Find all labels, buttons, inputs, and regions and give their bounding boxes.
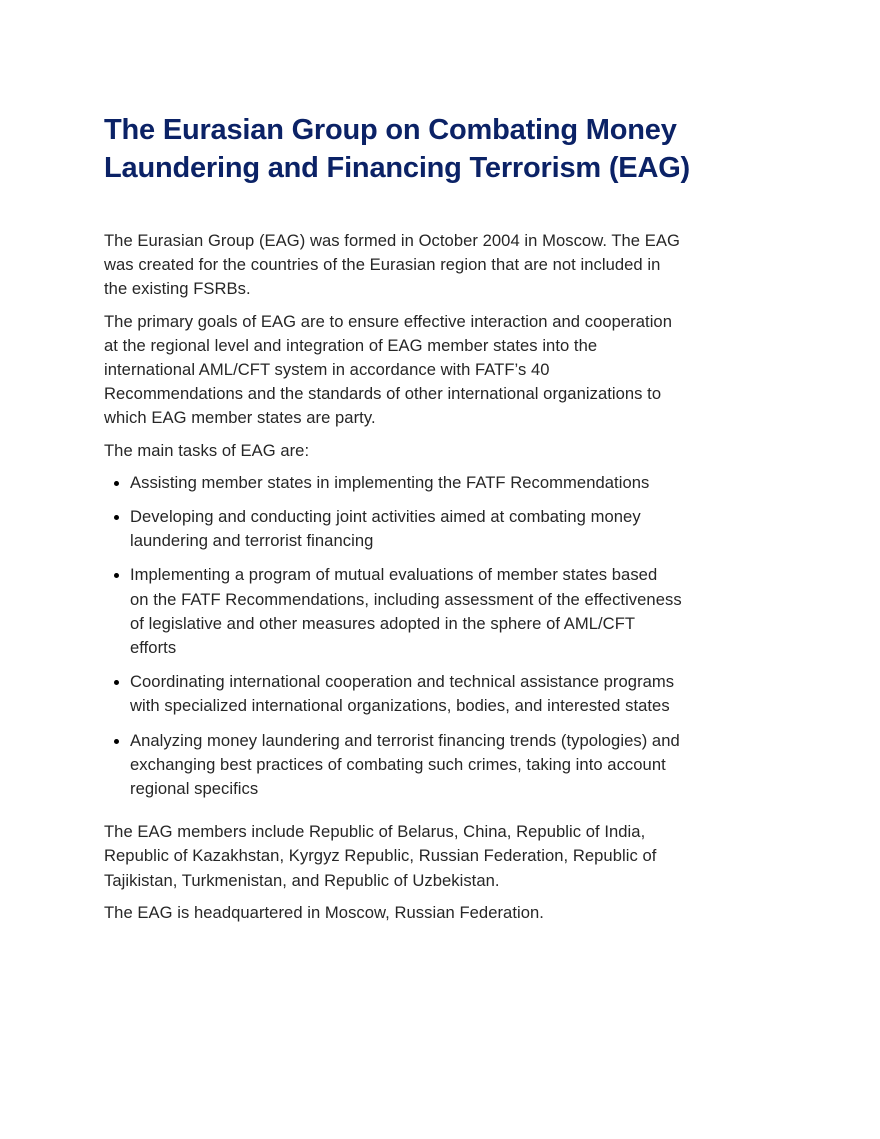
text-line: The EAG members include Republic of Belarus, China, Republic of India, [104,822,646,842]
text-line: The EAG is headquartered in Moscow, Russian Federation. [104,902,544,922]
paragraph [104,310,764,431]
text-line: international AML/CFT system in accordance with FATF’s 40 [104,360,550,380]
bullet-icon [114,515,119,520]
list-item [104,471,764,495]
list-item [104,670,764,718]
paragraph [104,901,764,925]
list-item [104,729,764,802]
text-line: The main tasks of EAG are: [104,440,310,460]
text-line: efforts [130,638,177,658]
list-item [104,563,764,660]
bullet-icon [114,680,119,685]
paragraph [104,229,764,302]
text-line: on the FATF Recommendations, including assessment of the effectiveness [130,589,682,609]
text-line: exchanging best practices of combating such crimes, taking into account [130,754,666,774]
text-line: Implementing a program of mutual evaluations of member states based [130,565,658,585]
list-item [104,505,764,553]
document-body [104,229,764,925]
text-line: The primary goals of EAG are to ensure effective interaction and cooperation [104,311,672,331]
paragraph [104,439,764,463]
text-line: Analyzing money laundering and terrorist financing trends (typologies) and [130,730,680,750]
bullet-icon [114,573,119,578]
text-line: The Eurasian Group (EAG) was formed in October 2004 in Moscow. The EAG [104,231,680,250]
text-line: laundering and terrorist financing [130,531,374,551]
page-title [104,111,764,187]
title-line: The Eurasian Group on Combating Money [104,114,677,146]
text-line: Coordinating international cooperation and technical assistance programs [130,672,675,692]
closing-paragraphs [104,820,764,925]
text-line: at the regional level and integration of EAG member states into the [104,335,598,355]
text-line: Republic of Kazakhstan, Kyrgyz Republic, Russian Federation, Republic of [104,846,657,866]
text-line: which EAG member states are party. [104,408,376,428]
text-line: the existing FSRBs. [104,279,251,299]
text-line: Developing and conducting joint activities aimed at combating money [130,507,641,527]
intro-paragraphs [104,229,764,463]
bullet-icon [114,481,119,486]
text-line: of legislative and other measures adopted in the sphere of AML/CFT [130,613,636,633]
document-page [104,111,764,933]
text-line: Tajikistan, Turkmenistan, and Republic of Uzbekistan. [104,870,500,890]
text-line: with specialized international organizations, bodies, and interested states [130,696,670,716]
main-tasks-list [104,471,764,801]
text-line: Recommendations and the standards of other international organizations to [104,384,662,404]
text-line: regional specifics [130,779,259,799]
text-line: Assisting member states in implementing the FATF Recommendations [130,472,650,492]
text-line: was created for the countries of the Eurasian region that are not included in [104,255,661,275]
bullet-icon [114,739,119,744]
title-line: Laundering and Financing Terrorism (EAG) [104,152,691,184]
paragraph [104,820,764,893]
